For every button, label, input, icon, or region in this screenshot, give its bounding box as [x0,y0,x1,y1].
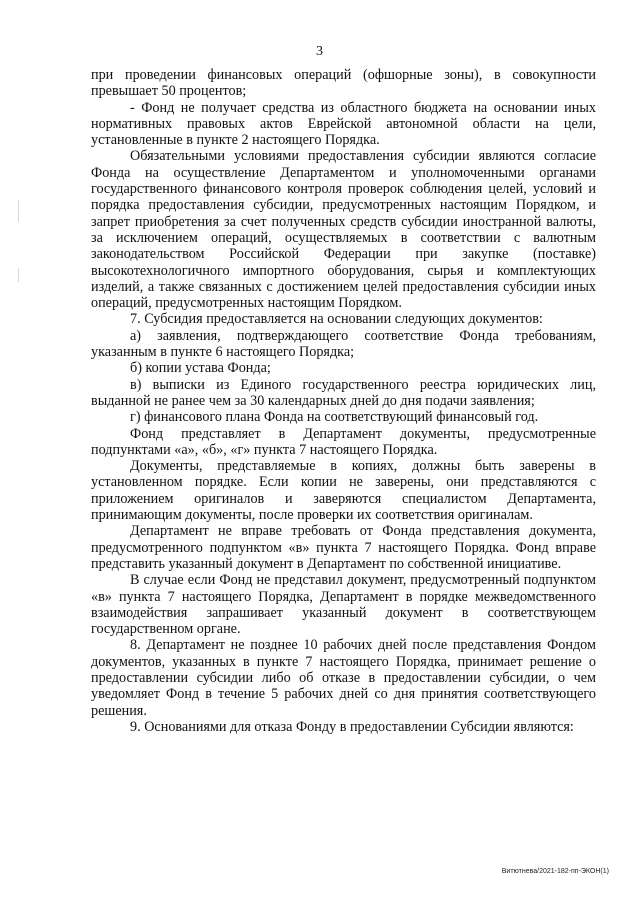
document-footer-code: Витютнева/2021-182-пп-ЭКОН(1) [501,868,609,875]
paragraph: б) копии устава Фонда; [130,360,271,377]
document-body [91,67,596,735]
paragraph: г) финансового плана Фонда на соответствующий финансовый год. [130,409,539,426]
paragraph: Департамент не вправе требовать от Фонда представления документа, предусмотренного подпунктом «в» пункта 7 настоящего Порядка. Фонд вправе представить указанный документ в Департамент по собственной инициативе. [91,523,596,572]
paragraph: Фонд представляет в Департамент документы, предусмотренные подпунктами «а», «б», «г» пункта 7 настоящего Порядка. [91,425,596,458]
paragraph: при проведении финансовых операций (офшорные зоны), в совокупности превышает 50 процентов; [91,67,596,100]
scan-margin-mark [18,268,19,282]
paragraph: Документы, представляемые в копиях, должны быть заверены в установленном порядке. Если копии не заверены, они представляются с приложением оригиналов и заверяются специалистом Департамента, принимающим документы, после проверки их соответствия оригиналам. [91,458,596,524]
scan-margin-mark [18,200,19,222]
paragraph: 8. Департамент не позднее 10 рабочих дней после представления Фондом документов, указанных в пункте 7 настоящего Порядка, принимает решение о предоставлении субсидии либо об отказе в предоставлении субсидии, о чем уведомляет Фонд в течение 5 рабочих дней со дня принятия соответствующего решения. [91,637,596,719]
paragraph: 7. Субсидия предоставляется на основании следующих документов: [130,311,543,328]
page-number: 3 [316,44,323,59]
paragraph: - Фонд не получает средства из областного бюджета на основании иных нормативных правовых актов Еврейской автономной области на цели, установленные в пункте 2 настоящего Порядка. [91,99,596,149]
paragraph: а) заявления, подтверждающего соответствие Фонда требованиям, указанным в пункте 6 настоящего Порядка; [91,327,596,361]
paragraph: Обязательными условиями предоставления субсидии являются согласие Фонда на осуществление Департаментом и уполномоченными органами государственного финансового контроля проверок соблюдения целей, условий и порядка предоставления субсидии, предусмотренных настоящим Порядком, и запрет приобретения за счет полученных средств субсидии иностранной валюты, за исключением операций, осуществляемых в соответствии с валютным законодательством Российской Федерации при закупке (поставке) высокотехнологичного импортного оборудования, сырья и комплектующих изделий, а также связанных с достижением целей предоставления субсидии иных операций, предусмотренных настоящим Порядком. [91,148,596,312]
paragraph: 9. Основаниями для отказа Фонду в предоставлении Субсидии являются: [130,718,574,735]
paragraph: В случае если Фонд не представил документ, предусмотренный подпунктом «в» пункта 7 настоящего Порядка, Департамент в порядке межведомственного взаимодействия запрашивает указанный документ в соответствующем государственном органе. [91,572,596,638]
paragraph: в) выписки из Единого государственного реестра юридических лиц, выданной не ранее чем за 30 календарных дней до дня подачи заявления; [91,376,596,409]
